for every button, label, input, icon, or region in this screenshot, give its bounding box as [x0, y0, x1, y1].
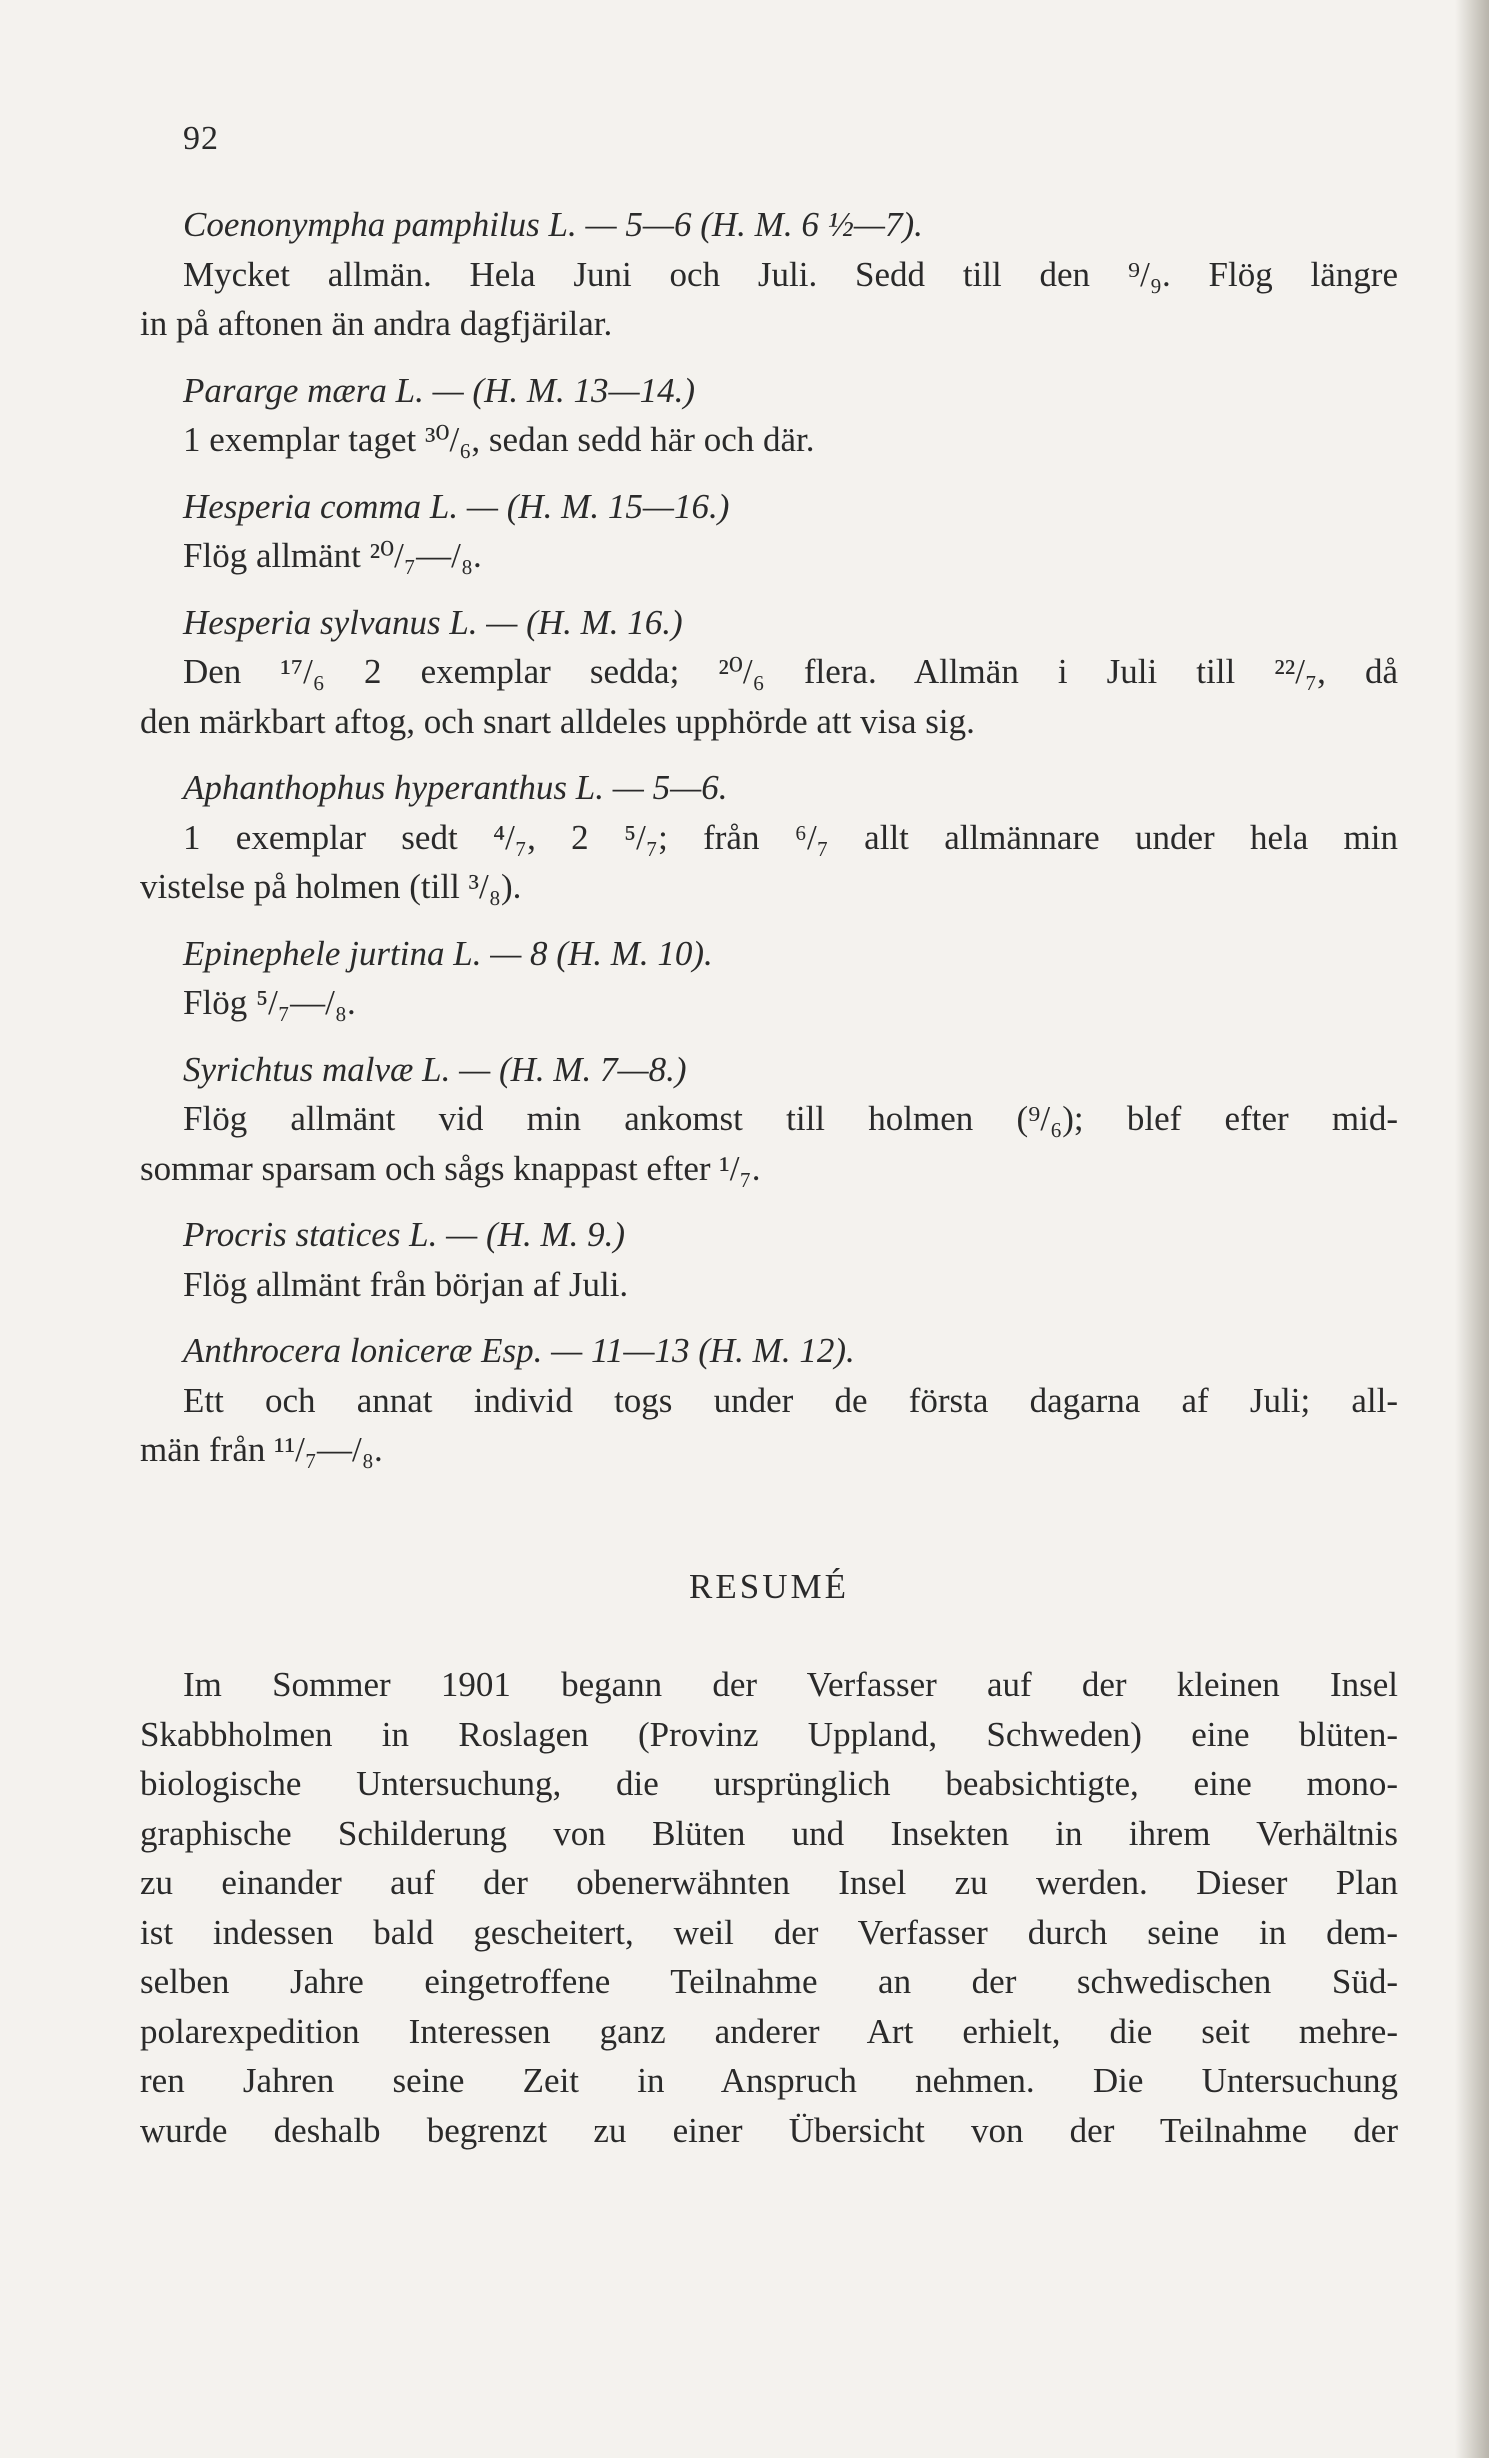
page-edge-shadow: [1455, 0, 1489, 2458]
species-heading: Coenonympha pamphilus L. — 5—6 (H. M. 6 ½—7).: [183, 205, 923, 244]
species-entry: [140, 482, 1398, 581]
species-entry: [140, 598, 1398, 747]
species-entry: [140, 1045, 1398, 1194]
entry-line: Mycket allmän. Hela Juni och Juli. Sedd till den ⁹/₉. Flög längre: [183, 254, 1398, 294]
entry-line: Ett och annat individ togs under de första dagarna af Juli; all-: [183, 1380, 1398, 1420]
entry-line: 1 exemplar sedt ⁴/₇, 2 ⁵/₇; från ⁶/₇ allt allmännare under hela min: [183, 817, 1398, 857]
species-heading: Anthrocera loniceræ Esp. — 11—13 (H. M. 12).: [183, 1331, 855, 1370]
resume-line: Skabbholmen in Roslagen (Provinz Uppland, Schweden) eine blüten-: [140, 1714, 1398, 1754]
species-list: [140, 200, 1398, 2155]
entry-line: vistelse på holmen (till ³/₈).: [140, 867, 522, 906]
species-heading: Aphanthophus hyperanthus L. — 5—6.: [183, 768, 728, 807]
species-heading: Epinephele jurtina L. — 8 (H. M. 10).: [183, 933, 713, 973]
resume-line: graphische Schilderung von Blüten und Insekten in ihrem Verhältnis: [140, 1813, 1398, 1853]
species-entry: [140, 1210, 1398, 1309]
resume-line: zu einander auf der obenerwähnten Insel zu werden. Dieser Plan: [140, 1863, 1398, 1902]
species-entry: [140, 200, 1398, 349]
resume-line: polarexpedition Interessen ganz anderer Art erhielt, die seit mehre-: [140, 2011, 1398, 2051]
page-number: 92: [183, 120, 219, 157]
entry-line: Flög ⁵/₇—/₈.: [183, 983, 356, 1022]
entry-line: sommar sparsam och sågs knappast efter ¹/₇.: [140, 1148, 761, 1188]
resume-line: selben Jahre eingetroffene Teilnahme an der schwedischen Süd-: [140, 1962, 1398, 2001]
resume-heading: RESUMÉ: [689, 1566, 849, 1606]
species-entry: [140, 763, 1398, 912]
entry-line: den märkbart aftog, och snart alldeles upphörde att visa sig.: [140, 701, 975, 741]
entry-line: Flög allmänt ²⁰/₇—/₈.: [183, 536, 482, 575]
species-heading: Hesperia sylvanus L. — (H. M. 16.): [183, 602, 683, 642]
resume-line: Im Sommer 1901 begann der Verfasser auf der kleinen Insel: [183, 1665, 1398, 1704]
entry-line: Flög allmänt från början af Juli.: [183, 1264, 629, 1304]
resume-line: ist indessen bald gescheitert, weil der Verfasser durch seine in dem-: [140, 1912, 1398, 1952]
entry-line: Den ¹⁷/₆ 2 exemplar sedda; ²⁰/₆ flera. Allmän i Juli till ²²/₇, då: [183, 652, 1398, 691]
resume-paragraph: [140, 1660, 1398, 2155]
entry-line: in på aftonen än andra dagfjärilar.: [140, 304, 613, 343]
entry-line: Flög allmänt vid min ankomst till holmen (⁹/₆); blef efter mid-: [183, 1099, 1398, 1138]
resume-line: wurde deshalb begrenzt zu einer Übersicht von der Teilnahme der: [140, 2110, 1398, 2150]
species-heading: Syrichtus malvæ L. — (H. M. 7—8.): [183, 1049, 687, 1089]
resume-line: ren Jahren seine Zeit in Anspruch nehmen. Die Untersuchung: [140, 2061, 1398, 2100]
entry-line: 1 exemplar taget ³⁰/₆, sedan sedd här och där.: [183, 420, 815, 459]
species-heading: Pararge mæra L. — (H. M. 13—14.): [183, 370, 696, 410]
entry-line: män från ¹¹/₇—/₈.: [140, 1430, 383, 1469]
species-entry: [140, 929, 1398, 1028]
resume-line: biologische Untersuchung, die ursprünglich beabsichtigte, eine mono-: [140, 1764, 1398, 1803]
species-entry: [140, 366, 1398, 465]
species-heading: Hesperia comma L. — (H. M. 15—16.): [183, 486, 730, 526]
species-entry: [140, 1326, 1398, 1475]
species-heading: Procris statices L. — (H. M. 9.): [183, 1215, 626, 1254]
